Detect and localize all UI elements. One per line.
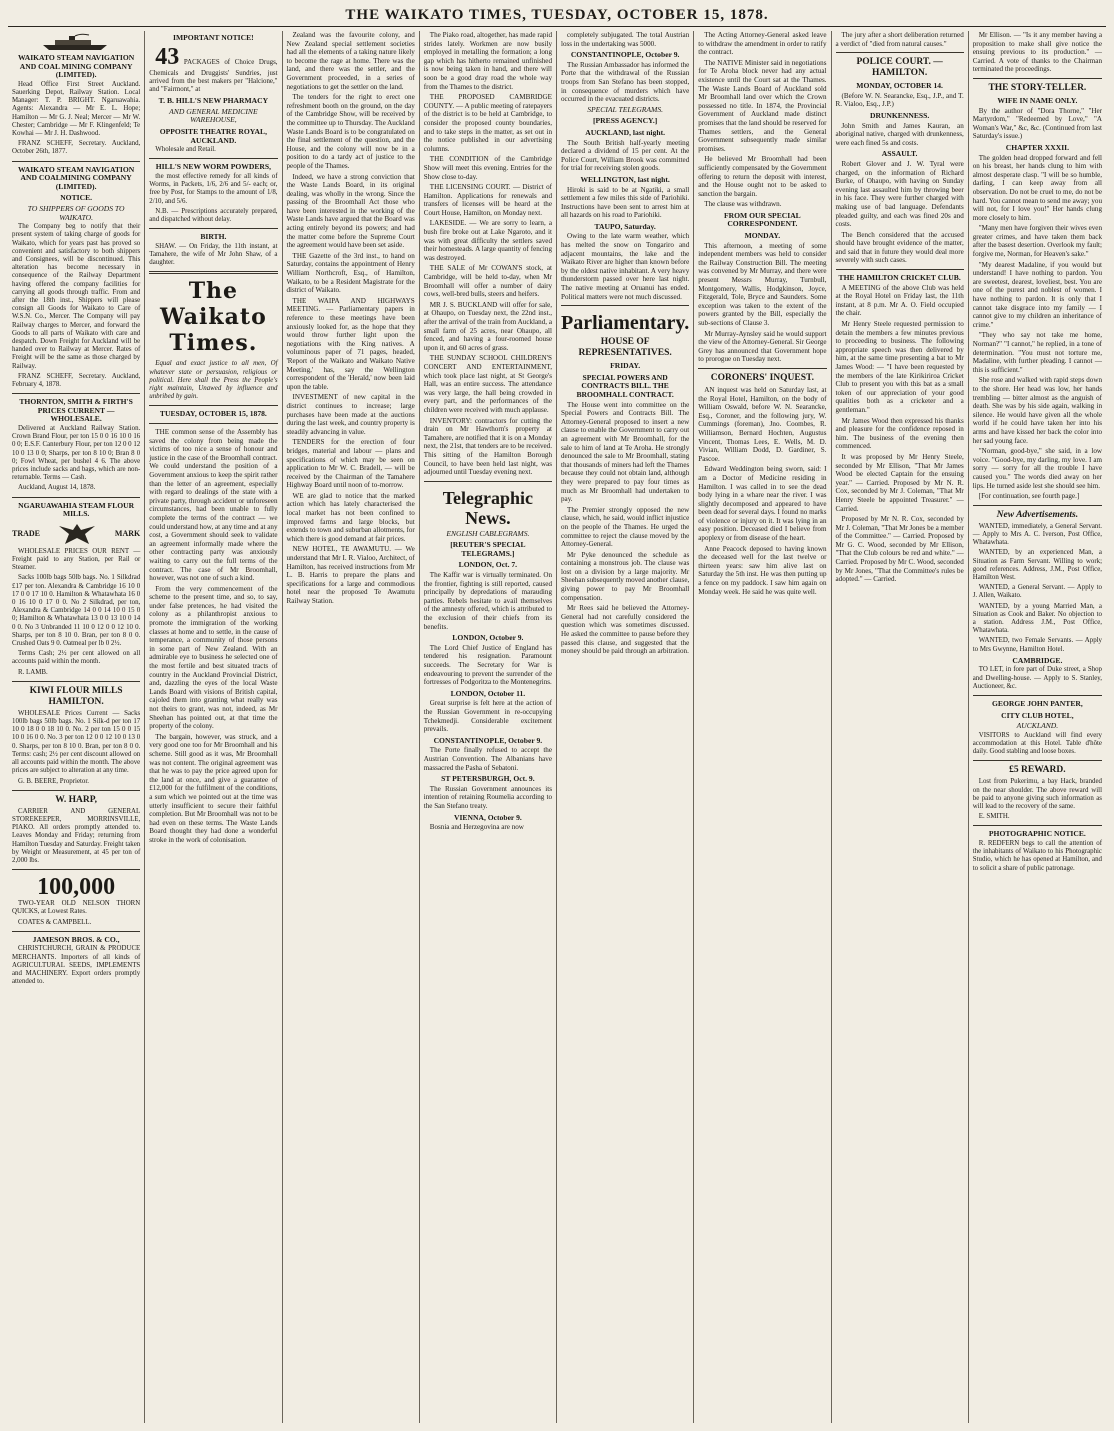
cable-paragraph: The Russian Ambassador has informed the Porte that the withdrawal of the Russian troops from San Stefano has been stopped, in consequence of murders which have occurred in the evacuated districts. <box>561 60 690 104</box>
telegram-paragraph: Owing to the late warm weather, which has melted the snow on Tongariro and adjacent mountains, the lake and the Waikato River are higher than known before by the oldest native inhabitant. A very heavy thunderstorm passed over here last night. The native meeting at Oruanui has ended. Political matters were not much discussed. <box>561 232 690 301</box>
dateline: CONSTANTINOPLE, October 9. <box>570 50 680 60</box>
dateline: VIENNA, October 9. <box>453 812 522 822</box>
cable-paragraph: Bosnia and Herzegovina are now <box>429 823 524 832</box>
cricket-paragraph: Mr Ellison. — "Is it any member having a proposition to make shall give notice the ensuing previous to its production." — Carried. A vote of thanks to the Chairman terminated the proceedings. <box>972 31 1102 74</box>
steam-nav-ad-sign: FRANZ SCHEFF, Secretary. Auckland, October 26th, 1877. <box>12 140 141 156</box>
worm-powders-text: the most effective remedy for all kinds of Worms, in Packets, 1/6, 2/6 and 5/- each; or, free by Post, for Stamps to the amount of 1/8, 2/10, and 5/6. <box>149 172 278 205</box>
classified-ad: WANTED, immediately, a General Servant. — Apply to Mrs A. C. Iverson, Post Office, Whatawhata. <box>972 522 1102 547</box>
article-paragraph: THE SALE of Mr COWAN'S stock, at Cambridge, will be held to-day, when Mr Broomhall will offer a number of dairy cows, well-bred bulls, steers and heifers. <box>423 264 552 299</box>
column-1 <box>8 31 145 1423</box>
divider <box>698 368 826 369</box>
article-paragraph: THE CONDITION of the Cambridge Show will meet this evening. Entries for the Show close to-day. <box>423 155 552 181</box>
trade-label: TRADE <box>12 528 41 538</box>
birth-text: SHAW. — On Friday, the 11th instant, at Tamahere, the wife of Mr John Shaw, of a daughter. <box>149 242 278 267</box>
parliament-paragraph: He believed Mr Broomhall had been sufficiently compensated by the Government offering to return the deposit with interest, and the House ought not to be asked to sanction the bargain. <box>698 155 827 198</box>
divider <box>12 931 140 932</box>
article-paragraph: THE WAIPA AND HIGHWAYS MEETING. — Parliamentary papers in reference to these meetings have been anxiously looked for, as the hope that they would throw further light upon the negotiations with the King natives. A voluminous paper of 71 pages, headed, 'Report of the Waikato and Waikato Native Meeting,' has, say the Wellington correspondent of the 'Herald,' now been laid upon the table. <box>286 296 415 391</box>
birth-heading: BIRTH. <box>200 232 227 242</box>
article-paragraph: THE PROPOSED CAMBRIDGE COUNTY. — A public meeting of ratepayers of the district is to be held at Cambridge, to consider the proposed county boundaries, and to take steps in the matter, as set out in the notice published in our advertising columns. <box>423 93 552 153</box>
paper-title: The Waikato Times. <box>160 278 267 357</box>
editorial-paragraph: THE common sense of the Assembly has saved the colony from being made the victims of too nice a sense of honour and justice in the case of the Broomhall contract. We could understand the position of a Government anxious to keep the spirit rather than the letter of an agreement, especially with regard to dealings of the state with a private party, through accident or unforeseen circumstances, had been unable to fully complete the terms of the contract — we could understand how, at any time and at any cost, a Government should seek to validate an agreement informally made where the other contracting party was anxiously waiting to carry out the full terms of the contract. The case of Mr Broomhall, however, was not one of such a kind. <box>149 428 278 583</box>
column-6 <box>694 31 831 1423</box>
column-3 <box>283 31 420 1423</box>
parliament-paragraph: Mr Pyke denounced the schedule as containing a monstrous job. The clause was lost on a division by a large majority. Mr Sheehan subsequently moved another clause, giving power to pay Mr Broomhall compensation. <box>561 550 690 602</box>
thornton-ad-date: Auckland, August 14, 1878. <box>18 484 96 492</box>
classified-ad: TO LET, in fore part of Duke street, a Shop and Dwelling-house. — Apply to S. Stanley, Auctioneer, &c. <box>972 666 1102 690</box>
packages-text: PACKAGES of Choice Drugs, Chemicals and Druggists' Sundries, just arrived from the best makers per "Halcione," and "Fairmont," at <box>149 58 278 93</box>
drunkenness-heading: DRUNKENNESS. <box>869 110 930 120</box>
divider <box>836 52 964 53</box>
column-7 <box>832 31 969 1423</box>
cable-paragraph: Great surprise is felt here at the action of the Russian Government in re-occupying Tchekmedji. Considerable excitement prevails. <box>423 699 552 734</box>
divider <box>973 78 1102 79</box>
divider <box>12 869 140 870</box>
parliament-paragraph: The Premier strongly opposed the new clause, which, he said, would inflict injustice on the people of the Thames. He urged the committee to reject the clause moved by the Attorney-General. <box>561 505 690 549</box>
hill-pharmacy-sign: Wholesale and Retail. <box>155 146 216 154</box>
editorial-paragraph: The bargain, however, was struck, and a very good one too for Mr Broomhall and his scheme. Still good as it was, Mr Broomhall was not content. The original agreement was that he was to pay the price agreed upon for the land at once, and give a guarantee of £12,000 for the fulfilment of the conditions, a sum which we pointed out at the time was utterly insufficient to secure their faithful completion. But Mr Broomhall was not to be had even on these terms. The Waste Lands Board thought they had done a wonderful stroke in the work of colonisation. <box>149 732 278 844</box>
dateline: TAUPO, Saturday. <box>594 221 656 231</box>
story-title: WIFE IN NAME ONLY. <box>997 95 1078 105</box>
packages-number: 43 <box>155 43 180 70</box>
editorial-paragraph: From the very commencement of the scheme to the present time, and so, to say, under false pretences, he had visited the colony as a philanthropist anxious to promote the immigration of the working classes at home and to settle, in the cause of temperance, a community of those persons in some part of New Zealand. With an admirable eye to business he selected one of the most fertile and best situated tracts of country in the Auckland Provincial District, and, dazzling the eyes of the local Waste Lands Board with visions of British capital, cajoled them into granting what really was not theirs to grant, was not, indeed, as Mr Sheehan has pointed out, at that time the property of the colony. <box>149 584 278 731</box>
reuters-heading: [REUTER'S SPECIAL TELEGRAMS.] <box>450 540 526 558</box>
divider <box>12 497 140 498</box>
column-8 <box>969 31 1106 1423</box>
hill-pharmacy-sub: AND GENERAL MEDICINE WAREHOUSE, <box>169 106 258 125</box>
steam-nav-notice-title: WAIKATO STEAM NAVIGATION AND COALMINING COMPANY (LIMITED). <box>17 164 135 191</box>
masthead-title: THE WAIKATO TIMES, TUESDAY, OCTOBER 15, 1878. <box>345 6 769 23</box>
inquest-paragraph: Edward Weddington being sworn, said: I am a Doctor of Medicine residing in Hamilton. I was called in to see the dead body lying in a whare near the river. I was slightly decomposed and appeared to have been dead for several days. I found no marks of violence or injury on it. It was lying in an easy position. Deceased died I believe from apoplexy or from disease of the heart. <box>698 465 827 543</box>
photographic-notice-text: R. REDFERN begs to call the attention of the inhabitants of Waikato to his Photographic Studio, which he has opened at Hamilton, and to solicit a share of public patronage. <box>972 839 1102 872</box>
important-notice-title: IMPORTANT NOTICE! <box>173 33 254 42</box>
thorn-quicks-sign: COATES & CAMPBELL. <box>18 918 92 926</box>
court-paragraph: Robert Glover and J. W. Tyral were charged, on the information of Richard Burke, of Ohaupo, with having on Sunday evening last assaulted him by throwing beer in his face. They were further charged with making use of bad language. Defendants pleaded guilty, and each was fined 20s and costs. <box>835 159 964 229</box>
article-paragraph: NEW HOTEL, TE AWAMUTU. — We understand that Mr I. R. Vialoo, Architect, of Hamilton, has received instructions from Mr L. B. Harris to prepare the plans and specifications for a large and commodious hotel near the proposed Te Awamutu Railway Station. <box>286 545 415 605</box>
ngaruawahia-mills-terms: Terms Cash; 2½ per cent allowed on all accounts paid within the month. <box>12 650 141 666</box>
cable-paragraph: The Russian Government announces its intention of retaining Roumelia according to the San Stefano treaty. <box>423 784 552 810</box>
ngaruawahia-mills-sub: WHOLESALE PRICES OUR RENT — Freight paid to any Station, per Rail or Steamer. <box>12 547 141 572</box>
police-court-heading: POLICE COURT. — HAMILTON. <box>856 57 943 79</box>
story-teller-heading: THE STORY-TELLER. <box>988 82 1087 93</box>
inquest-paragraph: AN inquest was held on Saturday last, at the Royal Hotel, Hamilton, on the body of William Oswald, before W. N. Searancke, Esq., Coroner, and the following jury, W. Cummings (foreman), Jno. Coombes, R. Williamson, Bernard Hochten, Augustus Vincent, Thomas Lees, E. Wells, M. D. Vivian, William Dodd, D. Gardiner, S. Pascoe. <box>698 385 827 463</box>
worm-powders-title: HILL'S NEW WORM POWDERS, <box>155 162 272 172</box>
continued-note: [For continuation, see fourth page.] <box>978 492 1080 501</box>
classified-ad: WANTED, a General Servant. — Apply to J. Allen, Waikato. <box>972 584 1102 600</box>
harp-ad-text: CARRIER AND GENERAL STOREKEEPER, MORRINSVILLE, PIAKO. All orders promptly attended to. Leaves Monday and Friday; returning from Hamilton Tuesday and Saturday. Freight taken by Weight or Measurement, at 45 per ton of 2,000 lbs. <box>12 807 141 864</box>
article-paragraph: The tenders for the right to erect one refreshment booth on the ground, on the day of the Cambridge Show, will be received by the committee up to Thursday. The Auckland Waste Lands Board is to be congratulated on the final settlement of the question, and the House, and the colony will now be in a position to do a tardy act of justice to the people of the Thames. <box>286 93 415 170</box>
bill-heading: SPECIAL POWERS AND CONTRACTS BILL. THE BROOMHALL CONTRACT. <box>576 372 674 399</box>
assault-heading: ASSAULT. <box>881 149 918 159</box>
article-paragraph: INVENTORY: contractors for cutting the drain on Mr Hawthorn's property at Tamahere, are notified that it is on a Monday next, the 21st, that tenders are to be received. This sitting of the Hamilton Borough Council, to have been held last night, was adjourned until Tuesday evening next. <box>423 416 552 477</box>
ngaruawahia-mills-prices: Sacks 100lb bags 50lb bags. No. 1 Silkdrad £17 per ton. Alexandra & Cambridge 16 10 0 17 0 0 17 10 0. Hamilton & Whatawhata 16 0 0 16 10 0 17 0 0. No 2 Silkdrad, per ton, Alexandra & Cambridge 14 0 0 14 10 0 15 0 0; Hamilton & Whatawhata 13 0 0 13 10 0 14 0 0. No 3 Unbranded 11 10 0 12 0 0 12 10 0. Sharps, per ton 8 10 0. Bran, per ton 8 0 0. Crushed Oats 9 0. Oatmeal per lb 0 2½. <box>12 574 141 648</box>
coroners-inquest-heading: CORONERS' INQUEST. <box>710 372 815 383</box>
divider <box>561 305 689 306</box>
city-club-hotel: CITY CLUB HOTEL, <box>1001 710 1074 720</box>
divider <box>12 393 140 394</box>
article-paragraph: LAKESIDE. — We are sorry to learn, a bush fire broke out at Lake Ngaroto, and it was with great difficulty the settlers saved their homesteads. A large quantity of fencing was destroyed. <box>423 219 552 262</box>
classified-ad: WANTED, by an experienced Man, a Situation as Farm Servant. Willing to work; good references. Address, J.M., Post Office, Hamilton West. <box>972 549 1102 581</box>
cricket-paragraph: Mr James Wood then expressed his thanks and pleasure for the confidence reposed in him. The business of the evening then commenced. <box>835 416 964 451</box>
police-court-date: MONDAY, OCTOBER 14. <box>856 81 943 91</box>
telegraphic-news-title: Telegraphic News. <box>442 487 534 528</box>
mark-label: MARK <box>114 528 141 538</box>
parliament-paragraph: Mr Rees said he believed the Attorney-General had not carefully considered the question which was sometimes discussed. He asked the committee to pause before they passed this clause, and suggested that the money should be paid through an arbitration. <box>561 604 690 656</box>
city-club-city: AUCKLAND. <box>1016 721 1059 731</box>
article-paragraph: INVESTMENT of new capital in the district continues to increase; large purchases have been made at the auctions during the last week, and country property is steadily advancing in value. <box>286 393 415 436</box>
cricket-paragraph: It was proposed by Mr Henry Steele, seconded by Mr Ellison, "That Mr James Wood be elected Captain for the ensuing year." — Carried. Proposed by Mr N. R. Cox, seconded by Mr J. Coleman, "That Mr Henry Steele be appointed Treasurer." — Carried. <box>835 452 964 513</box>
eagle-emblem-icon <box>57 520 97 548</box>
chapter-heading: CHAPTER XXXII. <box>1005 142 1070 152</box>
divider <box>149 423 277 424</box>
cable-paragraph: completely subjugated. The total Austrian loss in the undertaking was 5000. <box>561 31 690 48</box>
paper-motto: Equal and exact justice to all men, Of whatever state or persuasion, religious or political. Here shall the Press the People's right maintain, Unawed by influence and unbribed by gain. <box>149 360 278 401</box>
steam-nav-notice-sign: FRANZ SCHEFF, Secretary. Auckland, February 4, 1878. <box>12 372 141 389</box>
telegram-paragraph: The South British half-yearly meeting declared a dividend of 15 per cent. At the Police Court, William Brook was committed for trial for receiving stolen goods. <box>561 138 690 173</box>
article-paragraph: WE are glad to notice that the marked action which has lately characterised the local market has not been confined to improved farms and large blocks, but extends to town and suburban allotments, for which there is good demand at fair prices. <box>286 491 415 543</box>
divider <box>973 825 1102 826</box>
parliament-paragraph: The clause was withdrawn. <box>704 200 782 209</box>
story-paragraph: "Many men have forgiven their wives even greater crimes, and have taken them back after the basest desertion. Overlook my fault; forgive me, Norman, for Heaven's sake." <box>972 224 1102 259</box>
cable-paragraph: The Porte finally refused to accept the Austrian Convention. The Albanians have massacred the Pasha of Sebatoni. <box>423 746 552 772</box>
classified-ad: WANTED, two Female Servants. — Apply to Mrs Gwynne, Hamilton Hotel. <box>972 637 1102 653</box>
masthead <box>8 4 1106 27</box>
divider <box>973 505 1102 506</box>
parliament-paragraph: Mr Murray-Aynsley said he would support the view of the Attorney-General. Sir George Grey has announced that Government hope to prorogue on Tuesday next. <box>698 329 827 364</box>
kiwi-mills-text: WHOLESALE Prices Current — Sacks 100lb bags 50lb bags. No. 1 Silk-d per ton 17 10 0 18 0 0 18 10 0. No. 2 per ton 15 0 0 15 10 0 16 0 0. No. 3 per ton 12 0 0 12 10 0 13 0 0. Sharps, per ton 8 10 0. Bran, per ton 8 0 0. Terms: cash; 2½ per cent discount allowed on all accounts paid within the month. The above prices are subject to alteration at any time. <box>12 709 141 775</box>
inquest-paragraph: Anne Peacock deposed to having known the deceased well for the last twelve or thirteen years: saw him alive last on Saturday the 5th inst. He was then putting up a fence on my paddock. I saw him again on Monday week. He said he was quite well. <box>698 544 827 596</box>
cricket-club-heading: THE HAMILTON CRICKET CLUB. <box>838 273 961 283</box>
trade-mark-row <box>12 520 140 548</box>
divider <box>149 271 277 274</box>
hotel-ad-text: VISITORS to Auckland will find every accommodation at this Hotel. Table d'hôte daily. Good stabling and loose boxes. <box>972 731 1102 756</box>
cricket-paragraph: Proposed by Mr N. R. Cox, seconded by Mr J. Coleman, "That Mr Jones be a member of the Committee." — Carried. Proposed by Mr G. C. Wood, seconded by Mr Ellison, "That the Club colours be red and white." — Carried. Proposed by Mr C. Wood, seconded by Mr Jones, "That the Committee's rules be adopted." — Carried. <box>835 515 964 584</box>
article-paragraph: Indeed, we have a strong conviction that the Waste Lands Board, in its original dealing, was wholly in the wrong. Since the passing of the Broomhall Act those who have been interested in the working of the Waste Lands have argued that the Board was acting entirely beyond its powers; and had the matter come before the Supreme Court the agreement would have been set aside. <box>286 172 415 250</box>
kiwi-mills-sign: G. B. BEERE, Proprietor. <box>18 777 90 785</box>
court-paragraph: The Bench considered that the accused should have brought evidence of the matter, and said that in future they would deal more severely with such cases. <box>835 230 964 265</box>
cambridge-heading: CAMBRIDGE. <box>1012 655 1063 665</box>
worm-powders-nb: N.B. — Prescriptions accurately prepared, and dispatched without delay. <box>149 207 278 223</box>
steamship-icon <box>41 33 111 51</box>
story-paragraph: "My dearest Madaline, if you would but understand! I have nothing to pardon. You are sweetest, dearest, loveliest, best. You are one of the purest and noblest of women. I have nothing to pardon. It is only that I cannot take disgrace into my family — I cannot give to my children an inheritance of crime." <box>972 260 1102 329</box>
story-paragraph: The golden head dropped forward and fell on his breast, her hands clung to him with almost desperate clasp. "I will be so humble, darling, I can keep away from all observation. Do not be cruel to me, do not be hard. You cannot mean to send me away; you will not, for I love you!" Her hands clung more closely to him. <box>972 153 1102 222</box>
editorial-dateline: TUESDAY, OCTOBER 15, 1878. <box>159 409 267 419</box>
parliament-paragraph: The Acting Attorney-General asked leave to withdraw the amendment in order to ratify the contract. <box>698 31 827 57</box>
cable-paragraph: The Lord Chief Justice of England has tendered his resignation. Paramount succeeds. The Secretary for War is endeavouring to prevent the surrender of the fortresses of Podgoritza to the Montenegrins. <box>423 643 552 687</box>
dateline: CONSTANTINOPLE, October 9. <box>433 735 543 745</box>
new-advertisements-heading: New Advertisements. <box>996 509 1079 520</box>
divider <box>973 760 1102 761</box>
divider <box>149 158 277 159</box>
article-paragraph: MR J. S. BUCKLAND will offer for sale, at Ohaupo, on Tuesday next, the 22nd inst., after the arrival of the train from Auckland, a small farm of 25 acres, near Ohaupo, all fenced, and having a four-roomed house upon it, and 60 acres of grass. <box>423 300 552 352</box>
police-court-bench: (Before W. N. Searancke, Esq., J.P., and T. R. Vialoo, Esq., J.P.) <box>835 91 964 109</box>
harp-ad-title: W. HARP, <box>55 794 98 805</box>
article-paragraph: Zealand was the favourite colony, and New Zealand special settlement societies had all the elements of a taking nature likely to become the rage at home. There was the land, and there was the settler, and the Government proceeded, in a series of negotiations to get the settler on the land. <box>286 31 415 91</box>
dateline: LONDON, Oct. 7. <box>458 560 518 570</box>
article-paragraph: THE LICENSING COURT. — District of Hamilton. Applications for renewals and transfers of licenses will be heard at the Court House, Hamilton, on Monday next. <box>423 183 552 217</box>
reward-sign: E. SMITH. <box>978 813 1010 821</box>
article-paragraph: TENDERS for the erection of four bridges, material and labour — plans and specifications of which may be seen on application to Mr W. C. Bradell, — will be received by the Chairman of the Tamahere Highway Board until noon of to-morrow. <box>286 438 415 490</box>
house-heading: HOUSE OF REPRESENTATIVES. <box>578 337 672 359</box>
steam-nav-ad-text: Head Office First Street Auckland. Sauerking Depot, Railway Station. Local Manager: T. P. BRIGHT. Ngaruawahia. Agents: Alexandra — Mr E. L. Hope; Hamilton — Mr G. J. Neal; Mercer — Mr W. Chester; Cambridge — Mr F. Klingenfeld; Te Kowhai — Mr J. H. Dashwood. <box>12 80 141 137</box>
story-byline: By the author of "Dora Thorne," "Her Martyrdom," "Redeemed by Love," "A Woman's War," &c, &c. (Continued from last Saturday's issue.) <box>972 106 1102 141</box>
jameson-ad-title: JAMESON BROS. & CO., <box>32 934 120 944</box>
ngaruawahia-mills-title: NGARUAWAHIA STEAM FLOUR MILLS. <box>18 500 135 519</box>
jameson-ad-text: CHRISTCHURCH, GRAIN & PRODUCE MERCHANTS. Importers of all kinds of AGRICULTURAL SEEDS, IMPLEMENTS and MACHINERY. Export orders promptly attended to. <box>12 945 141 986</box>
english-cablegrams-heading: ENGLISH CABLEGRAMS. <box>446 528 530 538</box>
thornton-ad-text: Delivered at Auckland Railway Station. Crown Brand Flour, per ton 15 0 0 16 10 0 16 0 0; E.S.F. Canterbury Flour, per ton 12 0 0 12 10 0 13 0 0; Sharps, per ton 8 10 0; Bran 8 0 0; Fowl Wheat, per bushel 4 6. The above prices include sacks and bags, which are non-returnable. Terms — Cash. <box>12 425 141 482</box>
thorn-quicks-number: 100,000 <box>37 874 116 901</box>
parliament-paragraph: The NATIVE Minister said in negotiations for Te Aroha block never had any actual existence until the Court sat at the Thames. The Waste Lands Board of Auckland sold Mr Broomhall land over which the Crown possessed no title. In 1874, the Provincial Government of Auckland made distinct promises that the land should be reserved for Thames settlers, and the General Government subsequently made similar promises. <box>698 58 827 153</box>
divider <box>836 269 964 270</box>
cricket-paragraph: A MEETING of the above Club was held at the Royal Hotel on Friday last, the 11th instant, at 8 p.m. Mr A. O. Field occupied the chair. <box>835 283 964 318</box>
story-paragraph: "They who say not take me home, Norman?" "I cannot," he replied, in a tone of determination. "You must not torture me, Madaline, with further pleading. I cannot — this is sufficient." <box>972 331 1102 374</box>
dateline: WELLINGTON, last night. <box>580 174 670 184</box>
column-2 <box>145 31 282 1423</box>
dateline: LONDON, October 9. <box>452 633 524 643</box>
hill-pharmacy-address: OPPOSITE THEATRE ROYAL, AUCKLAND. <box>159 126 267 145</box>
telegram-paragraph: Hiroki is said to be at Ngatiki, a small settlement a few miles this side of Pariohiki. Instructions have been sent to arrest him at all hazards on his road to Pariohiki. <box>561 185 690 220</box>
divider <box>12 161 140 162</box>
cable-paragraph: The Kaffir war is virtually terminated. On the frontier, fighting is still reported, caused principally by depredations of marauding parties. Rebels hesitate to avail themselves of the amnesty offered, which is attributed to the exclusion of their chiefs from its benefits. <box>423 571 552 631</box>
special-correspondent-heading: FROM OUR SPECIAL CORRESPONDENT. <box>723 210 801 229</box>
friday-heading: FRIDAY. <box>610 361 641 371</box>
divider <box>149 228 277 229</box>
dateline: LONDON, October 11. <box>450 688 526 698</box>
dateline: ST PETERSBURGH, Oct. 9. <box>441 774 535 784</box>
divider <box>12 681 140 682</box>
hill-pharmacy-name: T. B. HILL'S NEW PHARMACY <box>158 96 269 106</box>
reward-heading: £5 REWARD. <box>1009 765 1066 776</box>
article-paragraph: The Piako road, altogether, has made rapid strides lately. Workmen are now busily employed in metalling the formation; a long gap which has hitherto remained unfinished is now being taken in hand, and there will soon be a good dray road the whole way from the Thames to the district. <box>423 31 552 91</box>
article-paragraph: THE Gazette of the 3rd inst., to hand on Saturday, contains the appointment of Henry William Northcroft, Esq., of Hamilton, Waikato, to be a Resident Magistrate for the district of Waikato. <box>286 251 415 295</box>
parliament-paragraph: This afternoon, a meeting of some independent members was held to consider the Railway Construction Bill. The meeting was convened by Mr Murray, and there were present Messrs Murray, Turnbull, Montgomery, Wallis, Hodgkinson, Joyce, Fitzgerald, Tole, Bryce and Saunders. Some exception was taken to the extent of the powers granted by the Bill, especially the sub-sections of Clause 3. <box>698 241 827 327</box>
special-telegrams-heading: SPECIAL TELEGRAMS. <box>587 104 664 114</box>
divider <box>973 695 1102 696</box>
shippers-subheading: TO SHIPPERS OF GOODS TO WAIKATO. <box>27 203 125 222</box>
cricket-paragraph: Mr Henry Steele requested permission to detain the members a few minutes previous to proceeding to business. The following appropriate speech was then delivered by him, at the same time presenting a bat to Mr James Wood: — "I have been requested by the members of the late Kirikiriroa Cricket Club to present you with this bat as a small token of our appreciation of your good qualities both as a cricketer and a gentleman." <box>835 320 964 414</box>
steam-nav-notice-text: The Company beg to notify that their present system of taking charge of goods for Waikato, which for years past has proved so convenient and satisfactory to both shippers and Consignees, will be discontinued. This alteration has become necessary in consequence of the Railway Department having offered the company facilities for carrying all goods through traffic. From and after the 18th inst., Shippers will please consign all Goods for Waikato to Care of W.S.N. Co., Mercer. The Company will pay Railway charges to Mercer, and forward the Goods to all parts of Waikato with care and despatch. Down Freight for Auckland will be handed over to Railway at Mercer. Rates of Freight will be the same as those charged by Railway. <box>12 223 141 370</box>
kiwi-mills-title: KIWI FLOUR MILLS HAMILTON. <box>29 685 123 707</box>
parliament-paragraph: The House went into committee on the Special Powers and Contracts Bill. The Attorney-General proposed to insert a new clause to enable the Government to carry out an agreement with Mr Broomhall, for the sale to him of land at Te Aroha. He strongly denounced the sale to Mr Broomhall, stating that thousands of miners had left the Thames because they could not obtain land, although they were prepared to pay four times as much as Mr Broomhall had undertaken to pay. <box>561 400 690 504</box>
inquest-paragraph: The jury after a short deliberation returned a verdict of "died from natural causes." <box>835 31 964 48</box>
column-5 <box>557 31 694 1423</box>
thorn-quicks-text: TWO-YEAR OLD NELSON THORN QUICKS, at Lowest Rates. <box>12 900 141 916</box>
panter-name: GEORGE JOHN PANTER, <box>991 698 1083 708</box>
press-agency-heading: [PRESS AGENCY.] <box>592 116 658 126</box>
reward-text: Lost from Pukerimu, a bay Hack, branded on the near shoulder. The above reward will be paid to anyone giving such information as will lead to the recovery of the same. <box>972 778 1102 810</box>
dateline: AUCKLAND, last night. <box>585 127 665 137</box>
steam-nav-ad-title: WAIKATO STEAM NAVIGATION AND COAL MINING COMPANY (LIMITED). <box>17 53 135 80</box>
parliamentary-title: Parliamentary. <box>561 312 690 335</box>
divider <box>12 790 140 791</box>
article-paragraph: THE SUNDAY SCHOOL CHILDREN'S CONCERT AND ENTERTAINMENT, which took place last night, at St George's Hall, was an entire success. The attendance was very large, the hall being crowded in every part, and the performances of the children were received with much applause. <box>423 354 552 414</box>
ngaruawahia-mills-sign: R. LAMB. <box>18 668 48 676</box>
story-paragraph: She rose and walked with rapid steps down to the shore. Her head was low, her hands trembling — bitter almost as the anguish of death. She was by his side again, walking in silence. He would have given all the whole world if he could have taken her into his arms and have kissed her back the color into her sad young face. <box>972 376 1102 445</box>
divider <box>149 405 277 406</box>
thornton-ad-title: THORNTON, SMITH & FIRTH'S PRICES CURRENT — WHOLESALE. <box>19 397 133 424</box>
story-paragraph: "Norman, good-bye," she said, in a low voice. "Good-bye, my darling, my love. I am sorry — sorry for all the trouble I have caused you." The words died away on her lips. He turned aside lest she should see him. <box>972 447 1102 490</box>
column-4 <box>420 31 557 1423</box>
monday-heading: MONDAY. <box>744 231 781 241</box>
notice-heading: NOTICE. <box>60 193 93 203</box>
photographic-notice-heading: PHOTOGRAPHIC NOTICE. <box>988 829 1086 839</box>
divider <box>424 481 552 482</box>
classified-ad: WANTED, by a young Married Man, a Situation as Cook and Baker. No objection to a station. Address J.M., Post Office, Whatawhata. <box>972 602 1102 635</box>
court-paragraph: John Smith and James Kauran, an aboriginal native, charged with drunkenness, were each fined 5s and costs. <box>835 121 964 147</box>
columns <box>8 31 1106 1423</box>
